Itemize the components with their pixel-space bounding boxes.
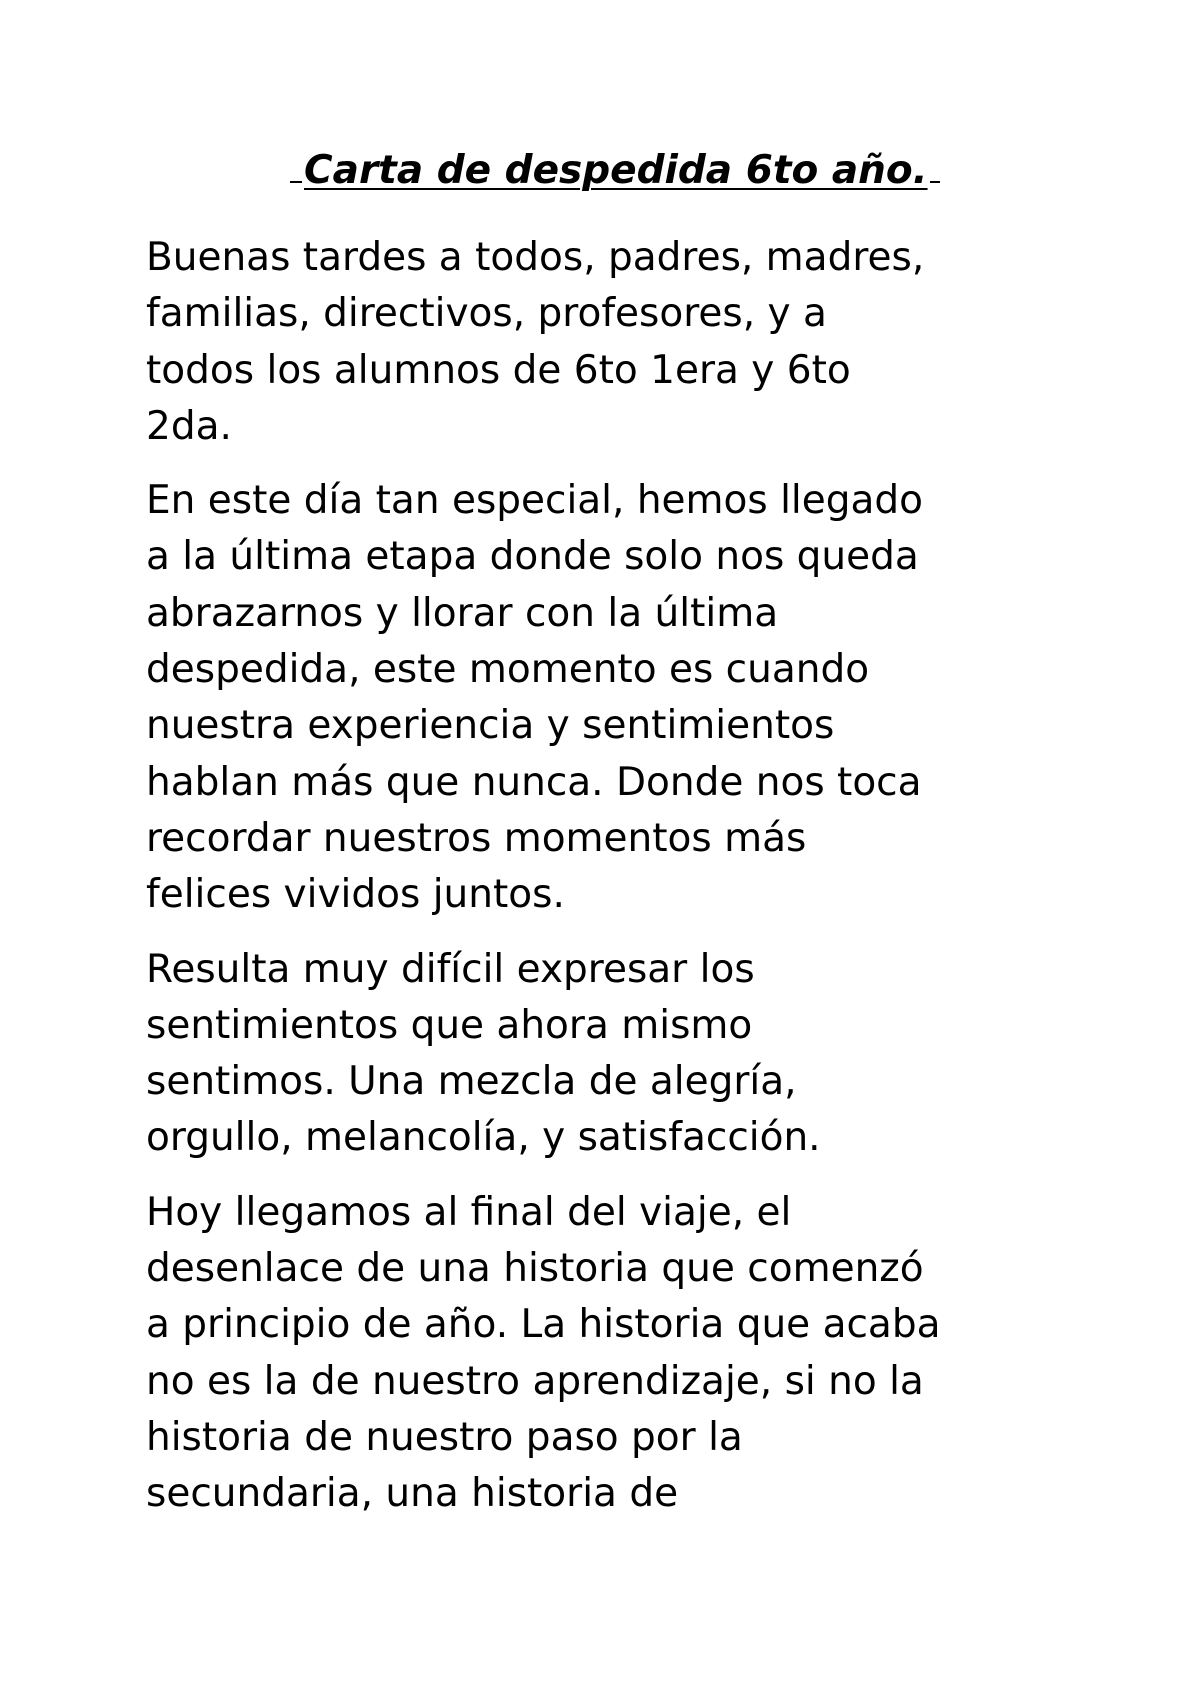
paragraph-line: 2da. <box>146 403 232 449</box>
paragraph-line: hablan más que nunca. Donde nos toca <box>146 759 922 805</box>
paragraph-line: todos los alumnos de 6to 1era y 6to <box>146 347 851 393</box>
title-underline-trail <box>930 180 940 183</box>
paragraph-line: sentimientos que ahora mismo <box>146 1002 753 1048</box>
paragraph-feelings <box>146 942 1076 1167</box>
paragraph-line: abrazarnos y llorar con la última <box>146 590 779 636</box>
paragraph-line: Resulta muy difícil expresar los <box>146 946 755 992</box>
paragraph-journey-end <box>146 1185 1076 1523</box>
paragraph-line: a principio de año. La historia que acaba <box>146 1302 941 1348</box>
paragraph-line: Hoy llegamos al final del viaje, el <box>146 1189 792 1235</box>
paragraph-line: En este día tan especial, hemos llegado <box>146 478 924 524</box>
paragraph-greeting <box>146 230 1076 455</box>
paragraph-special-day <box>146 473 1076 923</box>
title-underline-lead <box>290 180 302 183</box>
document-title <box>290 146 970 196</box>
paragraph-line: recordar nuestros momentos más <box>146 815 807 861</box>
paragraph-line: desenlace de una historia que comenzó <box>146 1246 924 1292</box>
paragraph-line: a la última etapa donde solo nos queda <box>146 534 919 580</box>
paragraph-line: familias, directivos, profesores, y a <box>146 291 827 337</box>
paragraph-line: no es la de nuestro aprendizaje, si no la <box>146 1358 924 1404</box>
paragraph-line: secundaria, una historia de <box>146 1471 679 1517</box>
paragraph-line: orgullo, melancolía, y satisfacción. <box>146 1115 821 1161</box>
paragraph-line: despedida, este momento es cuando <box>146 647 870 693</box>
letter-body <box>146 230 1076 1541</box>
paragraph-line: felices vividos juntos. <box>146 872 565 918</box>
paragraph-line: nuestra experiencia y sentimientos <box>146 703 835 749</box>
title-text: Carta de despedida 6to año. <box>304 148 928 193</box>
paragraph-line: Buenas tardes a todos, padres, madres, <box>146 235 925 280</box>
paragraph-line: historia de nuestro paso por la <box>146 1414 743 1460</box>
paragraph-line: sentimos. Una mezcla de alegría, <box>146 1059 797 1105</box>
